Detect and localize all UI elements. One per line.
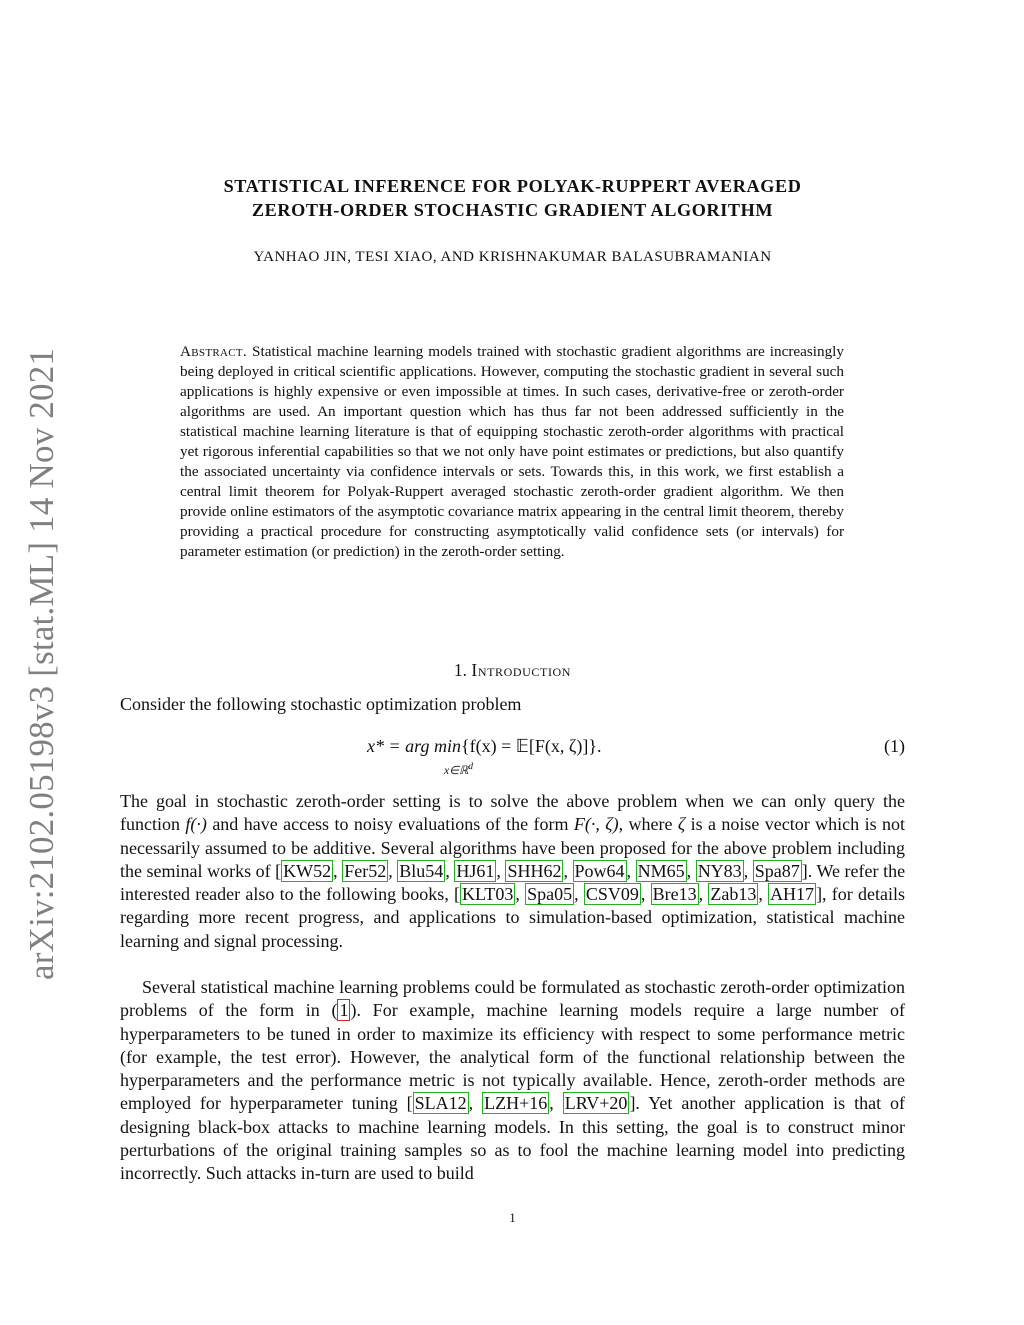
- abstract-text: Statistical machine learning models trained with stochastic gradient algorithms are increasingly being deployed in critical scientific applications. However, computing the stochastic gradient in several such applications is highly expensive or even impossible at times. In such cases, derivative-free or zeroth-order algorithms are used. An important question which has thus far not been addressed sufficiently in the statistical machine learning literature is that of equipping stochastic zeroth-order algorithms with practical yet rigorous inferential capabilities so that we not only have point estimates or predictions, but also quantify the associated uncertainty via confidence intervals or sets. Towards this, in this work, we first establish a central limit theorem for Polyak-Ruppert averaged stochastic zeroth-order gradient algorithm. We then provide online estimators of the asymptotic covariance matrix appearing in the central limit theorem, thereby providing a practical procedure for constructing asymptotically valid confidence sets (or intervals) for parameter estimation (or prediction) in the zeroth-order setting.: [180, 343, 845, 560]
- equation-reference-link[interactable]: 1: [339, 1000, 349, 1021]
- equation-number: (1): [884, 736, 905, 756]
- citation-link[interactable]: KLT03: [462, 884, 514, 905]
- equation-rhs: {f(x) = 𝔼[F(x, ζ)]}.: [460, 736, 602, 756]
- citation-link[interactable]: Bre13: [652, 884, 697, 905]
- citation-link[interactable]: NY83: [697, 860, 742, 881]
- abstract-label: Abstract.: [180, 343, 247, 360]
- citation-link[interactable]: Fer52: [344, 860, 387, 881]
- title-line-1: STATISTICAL INFERENCE FOR POLYAK-RUPPERT AVERAGED: [223, 176, 802, 196]
- citation-link[interactable]: SLA12: [414, 1093, 467, 1114]
- paper-title: [120, 174, 905, 222]
- paragraph-3: Several statistical machine learning problems could be formulated as stochastic zeroth-order optimization problems of the form in ( 1 ). For example, machine learning models require a large number of hyperparameters to be tuned in order to maximize its efficiency with respect to some performance metric (for example, the test error). However, the analytical form of the functional relationship between the hyperparameters and the performance metric is not typically available. Hence, zeroth-order methods are employed for hyperparameter tuning [ SLA12 , LZH+16 , LRV+20 ]. Yet another application is that of designing black-box attacks to machine learning models. In this setting, the goal is to construct minor perturbations of the original training samples so as to fool the machine learning model into predicting incorrectly. Such attacks in-turn are used to build: [120, 977, 906, 1184]
- equation-1: [120, 736, 905, 776]
- abstract: [180, 342, 844, 562]
- section-title: Introduction: [471, 660, 572, 680]
- citation-link[interactable]: Zab13: [710, 884, 757, 905]
- section-number: 1.: [453, 660, 468, 680]
- section-heading-introduction: [120, 660, 905, 681]
- citation-link[interactable]: Spa87: [754, 860, 800, 881]
- arxiv-identifier-stamp[interactable]: arXiv:2102.05198v3 [stat.ML] 14 Nov 2021: [22, 347, 61, 980]
- citation-link[interactable]: CSV09: [585, 884, 639, 905]
- page-number: 1: [509, 1211, 516, 1225]
- citation-link[interactable]: LZH+16: [484, 1093, 548, 1114]
- equation-lhs: x* = arg min: [367, 736, 461, 756]
- citation-link[interactable]: Blu54: [399, 860, 444, 881]
- title-line-2: ZEROTH-ORDER STOCHASTIC GRADIENT ALGORITHM: [251, 200, 774, 220]
- citation-link[interactable]: NM65: [637, 860, 685, 881]
- intro-sentence: Consider the following stochastic optimization problem: [120, 694, 522, 714]
- author-list: YANHAO JIN, TESI XIAO, AND KRISHNAKUMAR BALASUBRAMANIAN: [253, 249, 772, 265]
- citation-link[interactable]: AH17: [770, 884, 815, 905]
- citation-link[interactable]: Pow64: [574, 860, 625, 881]
- citation-link[interactable]: Spa05: [527, 884, 573, 905]
- citation-link[interactable]: HJ61: [456, 860, 495, 881]
- math-zeta: ζ: [677, 814, 686, 835]
- citation-link[interactable]: SHH62: [507, 860, 562, 881]
- paragraph-2: The goal in stochastic zeroth-order setting is to solve the above problem when we can only query the function f(·) and have access to noisy evaluations of the form F(·, ζ), where ζ is a noise vector which is not necessarily assumed to be additive. Several algorithms have been proposed for the above problem including the seminal works of [ KW52 , Fer52 , Blu54 , HJ61 , SHH62 , Pow64 , NM65 , NY83 , Spa87 ]. We refer the interested reader also to the following books, [ KLT03 , Spa05 , CSV09 , Bre13 , Zab13 , AH17 ], for details regarding more recent progress, and applications to simulation-based optimization, statistical machine learning and signal processing.: [120, 791, 906, 951]
- equation-subscript: x∈ℝ$^d$: [444, 761, 474, 777]
- math-f: f(·): [185, 814, 207, 835]
- citation-link[interactable]: LRV+20: [564, 1093, 628, 1114]
- math-F: F(·, ζ): [573, 814, 619, 835]
- equation-main: [367, 736, 601, 757]
- citation-link[interactable]: KW52: [283, 860, 332, 881]
